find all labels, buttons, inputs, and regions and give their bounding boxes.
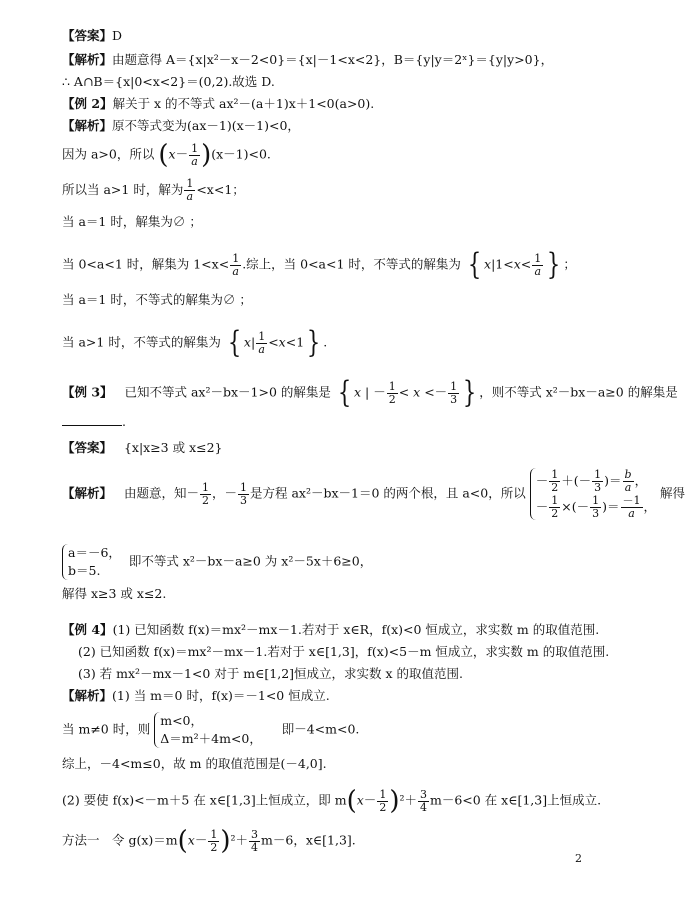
example-text: (1) 已知函数 f(x)＝mx²－mx－1.若对于 x∈R，f(x)<0 恒成立，求实数 m 的取值范围. bbox=[112, 622, 600, 637]
solution-text: 所以当 a>1 时，解为 bbox=[62, 182, 184, 197]
solution-1-line-1 bbox=[62, 52, 553, 68]
answer-3-line bbox=[62, 440, 223, 456]
solution-4-line-4: (2) 要使 f(x)<－m＋5 在 x∈[1,3]上恒成立，即 m(x－ $\frac{1}{2}$ )²＋ $\frac{3}{4}$ m－6<0 在 x∈[1,3]上恒成立. bbox=[62, 786, 602, 816]
solution-2-line-4 bbox=[62, 214, 202, 230]
paren-right: ) bbox=[201, 140, 212, 170]
solution-text: 原不等式变为(ax－1)(x－1)<0， bbox=[112, 118, 300, 133]
example-4-q1 bbox=[62, 622, 599, 638]
example-text: ，则不等式 x²－bx－a≥0 的解集是 bbox=[479, 384, 678, 400]
solution-1-line-2 bbox=[62, 74, 275, 90]
fraction-1-2: $\frac{1}{2}$ bbox=[201, 480, 209, 507]
solution-2-line-3 bbox=[62, 178, 245, 203]
example-text: (2) 已知函数 f(x)＝mx²－mx－1.若对于 x∈[1,3]，f(x)<5－m 恒成立，求实数 m 的取值范围. bbox=[78, 644, 610, 659]
solution-text: (2) 要使 f(x)<－m＋5 在 x∈[1,3]上恒成立，即 m bbox=[62, 792, 347, 808]
solution-4-line-2 bbox=[62, 712, 359, 748]
brace-right: } bbox=[307, 325, 321, 360]
solution-4-line-3 bbox=[62, 756, 327, 772]
solution-3-line-1 bbox=[62, 468, 685, 520]
solution-2-line-6 bbox=[62, 292, 252, 308]
brace-right: } bbox=[463, 375, 477, 410]
answer-label: 【答案】 bbox=[62, 440, 113, 455]
paren-left: ( bbox=[158, 140, 169, 170]
solution-text: 因为 a>0，所以 bbox=[62, 146, 155, 162]
answer-value: D bbox=[112, 28, 123, 43]
solution-text: 当 a＝1 时，不等式的解集为∅ ； bbox=[62, 292, 252, 307]
example-text: (3) 若 mx²－mx－1<0 对于 m∈[1,2]恒成立，求实数 x 的取值范围. bbox=[78, 666, 464, 681]
example-label: 【例 3】 bbox=[62, 384, 113, 400]
solution-3-line-3 bbox=[62, 586, 166, 602]
example-4-q3 bbox=[78, 666, 463, 682]
example-4-q2 bbox=[78, 644, 609, 660]
solution-label: 【解析】 bbox=[62, 52, 113, 67]
solution-4-line-1 bbox=[62, 688, 330, 704]
solution-text: (x－1)<0. bbox=[211, 146, 271, 162]
fraction-1-over-a: $\frac{1}{a}$ bbox=[232, 251, 240, 278]
solution-text: 解得 bbox=[660, 485, 685, 501]
example-text: 已知不等式 ax²－bx－1>0 的解集是 bbox=[124, 384, 331, 400]
solution-text: m－6，x∈[1,3]. bbox=[261, 832, 356, 848]
solution-2-line-7: 当 a>1 时，不等式的解集为 { x| $\frac{1}{a}$ <x<1} . bbox=[62, 325, 328, 360]
equation-system: m<0， Δ＝m²＋4m<0， bbox=[154, 712, 262, 748]
solution-label: 【解析】 bbox=[62, 118, 113, 133]
solution-text: ∴ A∩B＝{x|0<x<2}＝(0,2).故选 D. bbox=[62, 74, 275, 89]
solution-text: 由题意，知－ bbox=[123, 485, 199, 501]
solution-text: 当 a>1 时，不等式的解集为 bbox=[62, 334, 221, 350]
solution-text: .综上，当 0<a<1 时，不等式的解集为 bbox=[242, 256, 461, 272]
solution-text: m－6<0 在 x∈[1,3]上恒成立. bbox=[429, 792, 602, 808]
brace-left: { bbox=[467, 247, 482, 282]
answer-blank bbox=[62, 425, 122, 426]
equation-system: a＝－6， b＝5. bbox=[62, 544, 121, 580]
solution-2-line-1 bbox=[62, 118, 300, 134]
example-3-header: 【例 3】 已知不等式 ax²－bx－1>0 的解集是 { x | － $\frac{1}{2}$ < x <－ $\frac{1}{3}$ } ，则不等式 x²－bx－a≥0 的解集是 bbox=[62, 375, 678, 410]
fraction-1-3: $\frac{1}{3}$ bbox=[239, 480, 247, 507]
brace-right: } bbox=[547, 247, 561, 282]
equation-system: － $\frac{1}{2}$ ＋(－ $\frac{1}{3}$ )＝ $\frac{b}{a}$ ， － $\frac{1}{2}$ ×(－ $\frac{1}{3}$ )＝ $\frac{-1}{a}$ ， bbox=[530, 468, 656, 520]
solution-text: 当 a＝1 时，解集为∅ ； bbox=[62, 214, 202, 229]
example-text: 解关于 x 的不等式 ax²－(a＋1)x＋1<0(a>0). bbox=[112, 96, 375, 111]
solution-text: 方法一 令 g(x)＝m bbox=[62, 832, 178, 848]
solution-label: 【解析】 bbox=[62, 688, 113, 703]
solution-text: <x<1； bbox=[196, 182, 245, 197]
solution-4-line-5: 方法一 令 g(x)＝m(x－ $\frac{1}{2}$ )²＋ $\frac{3}{4}$ m－6，x∈[1,3]. bbox=[62, 826, 356, 856]
solution-text: (1) 当 m＝0 时，f(x)＝－1<0 恒成立. bbox=[112, 688, 330, 703]
brace-left: { bbox=[337, 375, 352, 410]
solution-2-line-5: 当 0<a<1 时，解集为 1<x< $\frac{1}{a}$ .综上，当 0<a<1 时，不等式的解集为 { x|1<x< $\frac{1}{a}$ } ； bbox=[62, 247, 576, 282]
fraction-1-over-a: $\frac{1}{a}$ bbox=[191, 141, 199, 168]
example-label: 【例 2】 bbox=[62, 96, 113, 111]
solution-text: 即不等式 x²－bx－a≥0 为 x²－5x＋6≥0， bbox=[128, 553, 373, 569]
solution-text: 即－4<m<0. bbox=[281, 721, 360, 737]
answer-line-1 bbox=[62, 28, 122, 44]
solution-text: 解得 x≥3 或 x≤2. bbox=[62, 586, 167, 601]
solution-text: 当 m≠0 时，则 bbox=[62, 721, 151, 737]
brace-left: { bbox=[227, 325, 242, 360]
solution-text: 由题意得 A＝{x|x²－x－2<0}＝{x|－1<x<2}，B＝{y|y＝2ˣ}＝{y|y>0}， bbox=[112, 52, 554, 67]
fraction-1-over-a: $\frac{1}{a}$ bbox=[258, 329, 266, 356]
example-2-header bbox=[62, 96, 374, 112]
solution-2-line-2: 因为 a>0，所以 (x－ $\frac{1}{a}$ )(x－1)<0. bbox=[62, 140, 271, 170]
answer-label: 【答案】 bbox=[62, 28, 113, 43]
solution-text: 当 0<a<1 时，解集为 1<x< bbox=[62, 256, 230, 272]
fraction-1-over-a: $\frac{1}{a}$ bbox=[186, 177, 194, 203]
answer-blank-line: . bbox=[62, 414, 126, 430]
fraction-1-2: $\frac{1}{2}$ bbox=[388, 379, 396, 406]
solution-text: 综上，－4<m≤0，故 m 的取值范围是(－4,0]. bbox=[62, 756, 327, 771]
fraction-1-over-a: $\frac{1}{a}$ bbox=[534, 251, 542, 278]
page-number: 2 bbox=[575, 852, 582, 865]
fraction-1-3: $\frac{1}{3}$ bbox=[450, 379, 458, 406]
solution-text: ，－ bbox=[211, 485, 237, 501]
answer-value: {x|x≥3 或 x≤2} bbox=[123, 440, 223, 455]
solution-3-line-2 bbox=[62, 544, 372, 580]
example-label: 【例 4】 bbox=[62, 622, 113, 637]
solution-text: 是方程 ax²－bx－1＝0 的两个根，且 a<0，所以 bbox=[249, 485, 526, 501]
solution-label: 【解析】 bbox=[62, 485, 113, 501]
